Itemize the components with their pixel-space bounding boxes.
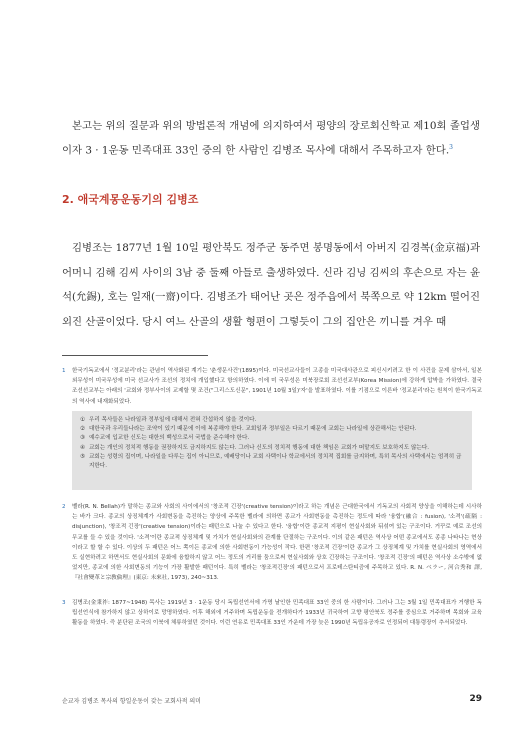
footnote-number: 3 xyxy=(62,600,66,606)
footnote-text: 김병조(金秉祚: 1877~1948) 목사는 1919년 3 · 1운동 당시 독립선언서에 가명 날인한 민족대표 33인 중의 한 사람이다. 그러나 그는 3월 1일 민족대표가 거행한 독립선언식에 참가하지 않고 상하이로 망명하였다. 이후 해외에 거주하며 독립운동을 전개하다가 1933년 귀국하여 고향 평안북도 정주를 중심으로 거주하며 목회와 교육활동을 하였다. 즉 분단된 조국의 이북에 체류하였던 것이다. 이런 연유로 민족대표 33인 가운데 가장 늦은 1990년 독립유공자로 인정되어 대통령장이 추서되었다. xyxy=(72,600,482,627)
footnote-text: 한국기독교에서 '정교분리'라는 관념이 역사화된 계기는 '춘생문사건'(1895)이다. 미국선교사들이 고종을 미국대사관으로 피신시키려고 한 이 사건을 문제 삼아서, 일본 외무성이 미국무성에 미국 선교사가 조선의 정치에 개입했다고 항의하였다. 이에 미 국무성은 미북장로회 조선선교부(Korea Mission)에 강하게 압박을 가하였다. 결국 조선선교부는 아래의 '교회와 정부사이의 교제할 몇 조건("그리스도신문", 1901년 10월 3일)'자'을 발표하였다. 이를 기점으로 이른바 '정교분리'라는 원칙이 한국기독교의 역사에 내재화되었다. xyxy=(72,368,482,405)
footnote-number: 2 xyxy=(62,504,66,510)
page-number: 29 xyxy=(469,694,482,704)
quote-item xyxy=(80,416,464,425)
footnote-1 xyxy=(62,366,482,407)
quote-text: 교회는 개인의 정치적 행동을 권장하지도 금지하지도 않는다. 그러나 신도의 정치적 행동에 대한 책임은 교회가 떠맡지도 보호하지도 않는다. xyxy=(89,444,430,451)
footnote-2 xyxy=(62,502,482,584)
quote-marker: ⑤ xyxy=(80,453,86,460)
section-heading: 2. 애국계몽운동기의 김병조 xyxy=(62,193,199,206)
footnote-ref-3[interactable]: 3 xyxy=(449,144,453,151)
quote-item xyxy=(80,444,464,453)
quote-text: 우리 목사들은 나라일과 정부일에 대해서 전혀 간섭하지 않을 것이다. xyxy=(89,417,257,423)
running-title: 순교자 김병조 목사의 항일운동이 갖는 교회사적 의미 xyxy=(62,698,201,705)
quote-text: 대한국과 우리들나라는 조약이 있기 때문에 이에 복종해야 한다. 교회일과 정부일은 다르기 때문에 교회는 나라일에 상관해서는 안된다. xyxy=(89,426,417,433)
footnote-divider xyxy=(62,355,208,356)
body-paragraph: 김병조는 1877년 1월 10일 평안북도 정주군 동주면 봉명동에서 아버지 김경복(金京福)과 어머니 김해 김씨 사이의 3남 중 둘째 아들로 출생하였다. 신라 김닝 김씨의 후손으로 자는 윤석(允錫), 호는 일재(一齋)이다. 김병조가 태어난 곳은 정주읍에서 북쪽으로 약 12km 떨어진 외진 산골이었다. 당시 여느 산골의 생활 형편이 그렇듯이 그의 집안은 끼니를 겨우 때 xyxy=(62,242,480,328)
footnote-number: 1 xyxy=(62,368,66,374)
footnote-quote-box xyxy=(72,411,472,490)
footnote-text: 벨라(R. N. Bellah)가 말하는 종교와 사회의 사이에서의 '창조적 긴장'(creative tension)이라고 하는 개념은 근대한국에서 기독교의 사회적 양상을 이해하는데 시사하는 바가 크다. 종교의 상징체계가 사회변동을 촉진하는 양상에 주목한 벨라에 의하면 종교가 사회변동을 촉진하는 정도에 따라 '융합'(融合 : fusion), '소격'(疏隔 : disjunction), '창조적 긴장'(creative tension)이라는 패턴으로 나눌 수 있다고 한다. '융합'이란 종교적 지평이 현실사회와 뒤섞여 있는 구조이다. 거꾸로 예로 조선의 무교를 들 수 있을 것이다. '소격'이란 종교적 상징체계 및 가치가 현실사회와의 관계를 단절하는 구조이다. 이의 같은 패턴은 역사상 어떤 종교에서도 종종 나타나는 현상이라고 할 할 수 있다. 이상의 두 패턴은 어느 쪽이든 종교에 의한 사회변동이 가능성이 작다. 한편 '창조적 긴장'이란 종교가 그 상징체계 및 가치를 현실사회의 영역에서도 실현하려고 하면서도 현실사회의 문화에 융합하지 않고 어느 정도의 거리를 둠으로써 현실사회와 상호 긴장하는 구조이다. '창조적 긴장'의 패턴은 역사상 소수밖에 없었지만, 종교에 의한 사회변동의 기능이 가장 활발한 패턴이다. 특히 벨라는 '창조적긴장'의 패턴으로서 프로테스탄티즘에 주목하고 있다. R. N. ベラー, 河合秀和 譯, 『社會變革と宗敎倫理』(東京: 未來社, 1973), 240~313. xyxy=(72,504,482,582)
page-footer xyxy=(62,694,482,706)
quote-text: 예수교에 입교한 신도는 대한의 백성으로서 국법을 준수해야 한다. xyxy=(89,435,250,442)
quote-item xyxy=(80,453,464,471)
intro-text: 본고는 위의 질문과 위의 방법론적 개념에 의지하여서 평양의 장로회신학교 제10회 졸업생이자 3 · 1운동 민족대표 33인 중의 한 사람인 김병조 목사에 대해서 주목하고자 한다. xyxy=(62,120,480,157)
quote-item xyxy=(80,434,464,443)
quote-item xyxy=(80,425,464,434)
intro-paragraph xyxy=(62,115,480,161)
quote-marker: ② xyxy=(80,426,86,433)
footnote-3 xyxy=(62,598,482,629)
quote-marker: ④ xyxy=(80,444,86,451)
quote-marker: ① xyxy=(80,417,86,423)
quote-text: 교회는 성령의 집이며, 나라일을 다루는 집이 아니므로, 예배당이나 교회 사택이나 학교에서의 정치적 집회를 금지하며, 특히 목사의 사택에서는 엄격히 금지한다. xyxy=(89,453,462,470)
quote-marker: ③ xyxy=(80,435,86,442)
